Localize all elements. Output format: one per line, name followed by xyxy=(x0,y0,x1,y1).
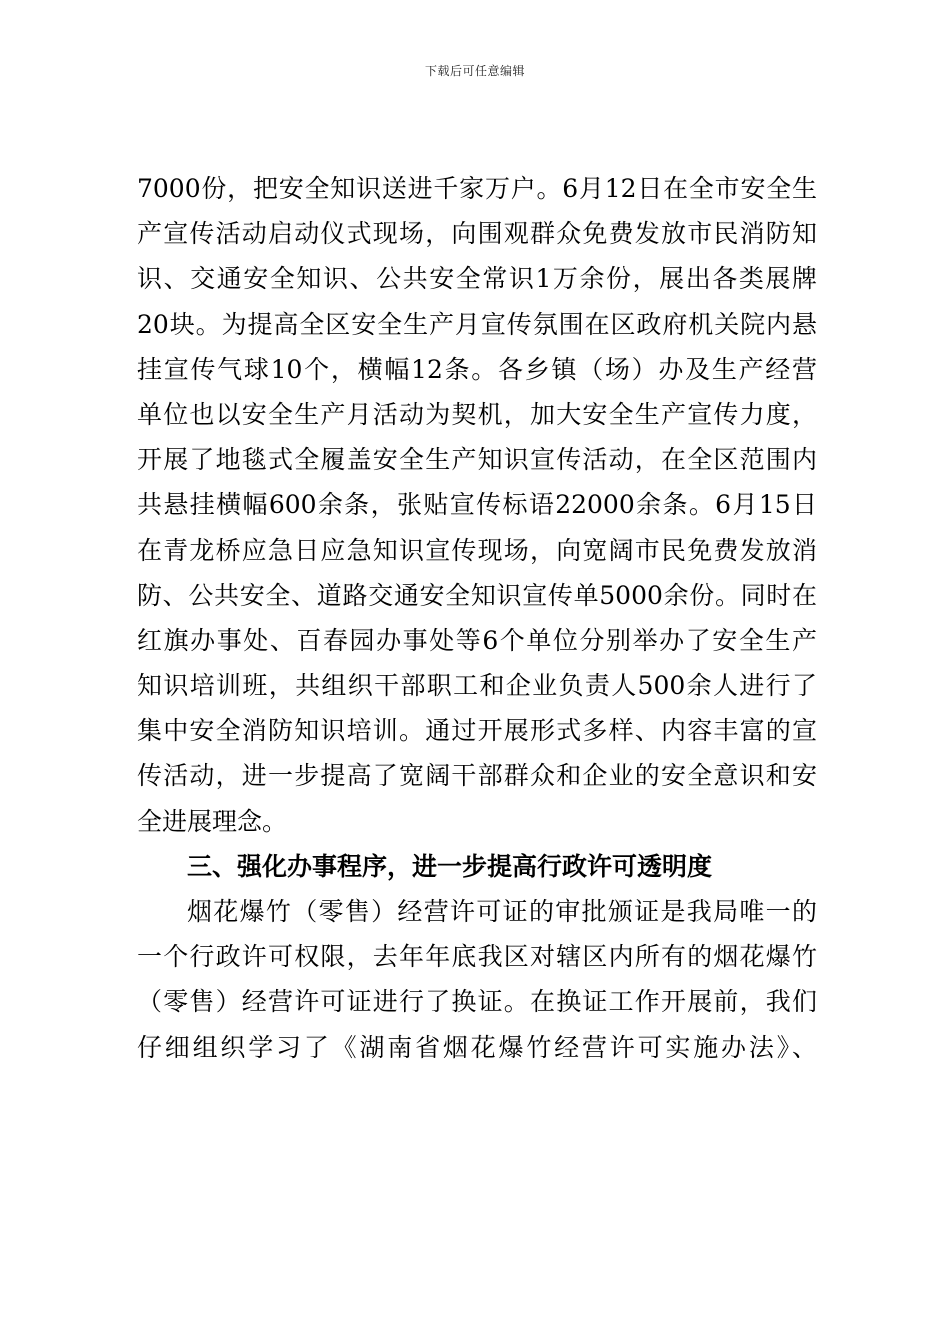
text-line: 产宣传活动启动仪式现场，向围观群众免费发放市民消防知 xyxy=(137,219,817,249)
text-line: 红旗办事处、百春园办事处等6个单位分别举办了安全生产 xyxy=(137,625,817,655)
text-line: （零售）经营许可证进行了换证。在换证工作开展前，我们 xyxy=(137,987,817,1017)
text-line: 集中安全消防知识培训。通过开展形式多样、内容丰富的宣 xyxy=(137,716,817,746)
text-line: 开展了地毯式全履盖安全生产知识宣传活动，在全区范围内 xyxy=(137,445,817,475)
text-line: 仔细组织学习了《湖南省烟花爆竹经营许可实施办法》、 xyxy=(137,1032,817,1062)
text-line: 一个行政许可权限，去年年底我区对辖区内所有的烟花爆竹 xyxy=(137,942,817,972)
section-heading: 三、强化办事程序，进一步提高行政许可透明度 xyxy=(187,851,713,881)
document-body xyxy=(137,166,817,1070)
paragraph-1 xyxy=(137,166,817,844)
text-line: 7000份，把安全知识送进千家万户。6月12日在全市安全生 xyxy=(137,174,817,203)
text-line: 共悬挂横幅600余条，张贴宣传标语22000余条。6月15日 xyxy=(137,490,817,520)
text-line: 全进展理念。 xyxy=(137,806,288,836)
text-line: 防、公共安全、道路交通安全知识宣传单5000余份。同时在 xyxy=(137,580,817,610)
text-line: 识、交通安全知识、公共安全常识1万余份，展出各类展牌 xyxy=(137,264,817,294)
page-header-note: 下载后可任意编辑 xyxy=(424,64,525,78)
text-line: 传活动，进一步提高了宽阔干部群众和企业的安全意识和安 xyxy=(137,761,817,791)
text-line: 知识培训班，共组织干部职工和企业负责人500余人进行了 xyxy=(137,671,817,701)
text-line: 在青龙桥应急日应急知识宣传现场，向宽阔市民免费发放消 xyxy=(137,535,817,565)
text-line: 挂宣传气球10个，横幅12条。各乡镇（场）办及生产经营 xyxy=(137,354,817,384)
paragraph-2 xyxy=(137,889,817,1070)
text-line: 20块。为提高全区安全生产月宣传氛围在区政府机关院内悬 xyxy=(137,309,817,339)
text-line: 单位也以安全生产月活动为契机，加大安全生产宣传力度， xyxy=(137,399,817,429)
text-line: 烟花爆竹（零售）经营许可证的审批颁证是我局唯一的 xyxy=(187,897,817,926)
